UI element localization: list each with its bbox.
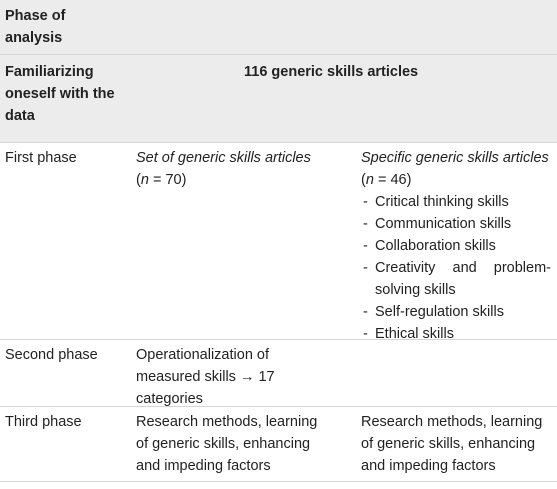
skill-item-critical-thinking: - Critical thinking skills [361,191,551,213]
first-phase-row [0,143,557,340]
operationalization-line-2: measured skills → 17 [136,369,275,385]
specific-articles-title: Specific generic skills articles [361,150,549,166]
header-row-phase [0,0,557,55]
specific-articles-cell [361,147,551,345]
third-set-line-1: Research methods, learning [136,414,318,430]
operationalization-line-1: Operationalization of [136,347,269,363]
second-phase-row [0,340,557,407]
third-phase-label: Third phase [5,414,82,430]
skill-item-creativity-continued: solving skills [375,282,456,298]
specific-articles-count: (n = 46) [361,172,412,188]
skill-item-creativity: - Creativity and problem- [361,257,551,279]
third-phase-set-cell [136,411,346,477]
set-of-articles-title: Set of generic skills articles [136,150,311,166]
third-phase-specific-cell [361,411,551,477]
operationalization-line-3: categories [136,391,203,407]
third-specific-line-1: Research methods, learning [361,414,543,430]
skill-item-communication: - Communication skills [361,213,551,235]
header-row-familiarizing [0,55,557,143]
third-phase-row [0,407,557,482]
set-of-articles-count: (n = 70) [136,172,187,188]
third-set-line-3: and impeding factors [136,458,271,474]
skill-item-self-regulation: - Self-regulation skills [361,301,551,323]
third-specific-line-3: and impeding factors [361,458,496,474]
skill-item-ethical: - Ethical skills [361,323,551,345]
operationalization-cell [136,344,336,410]
second-phase-label: Second phase [5,347,98,363]
familiarizing-heading: Familiarizing oneself with the data [5,64,115,124]
set-of-articles-cell [136,147,336,191]
skill-item-collaboration: - Collaboration skills [361,235,551,257]
third-specific-line-2: of generic skills, enhancing [361,436,536,452]
skills-list [361,191,551,345]
first-phase-label: First phase [5,150,77,166]
phase-of-analysis-heading: Phase of analysis [5,8,66,46]
third-set-line-2: of generic skills, enhancing [136,436,311,452]
articles-heading: 116 generic skills articles [244,64,419,80]
